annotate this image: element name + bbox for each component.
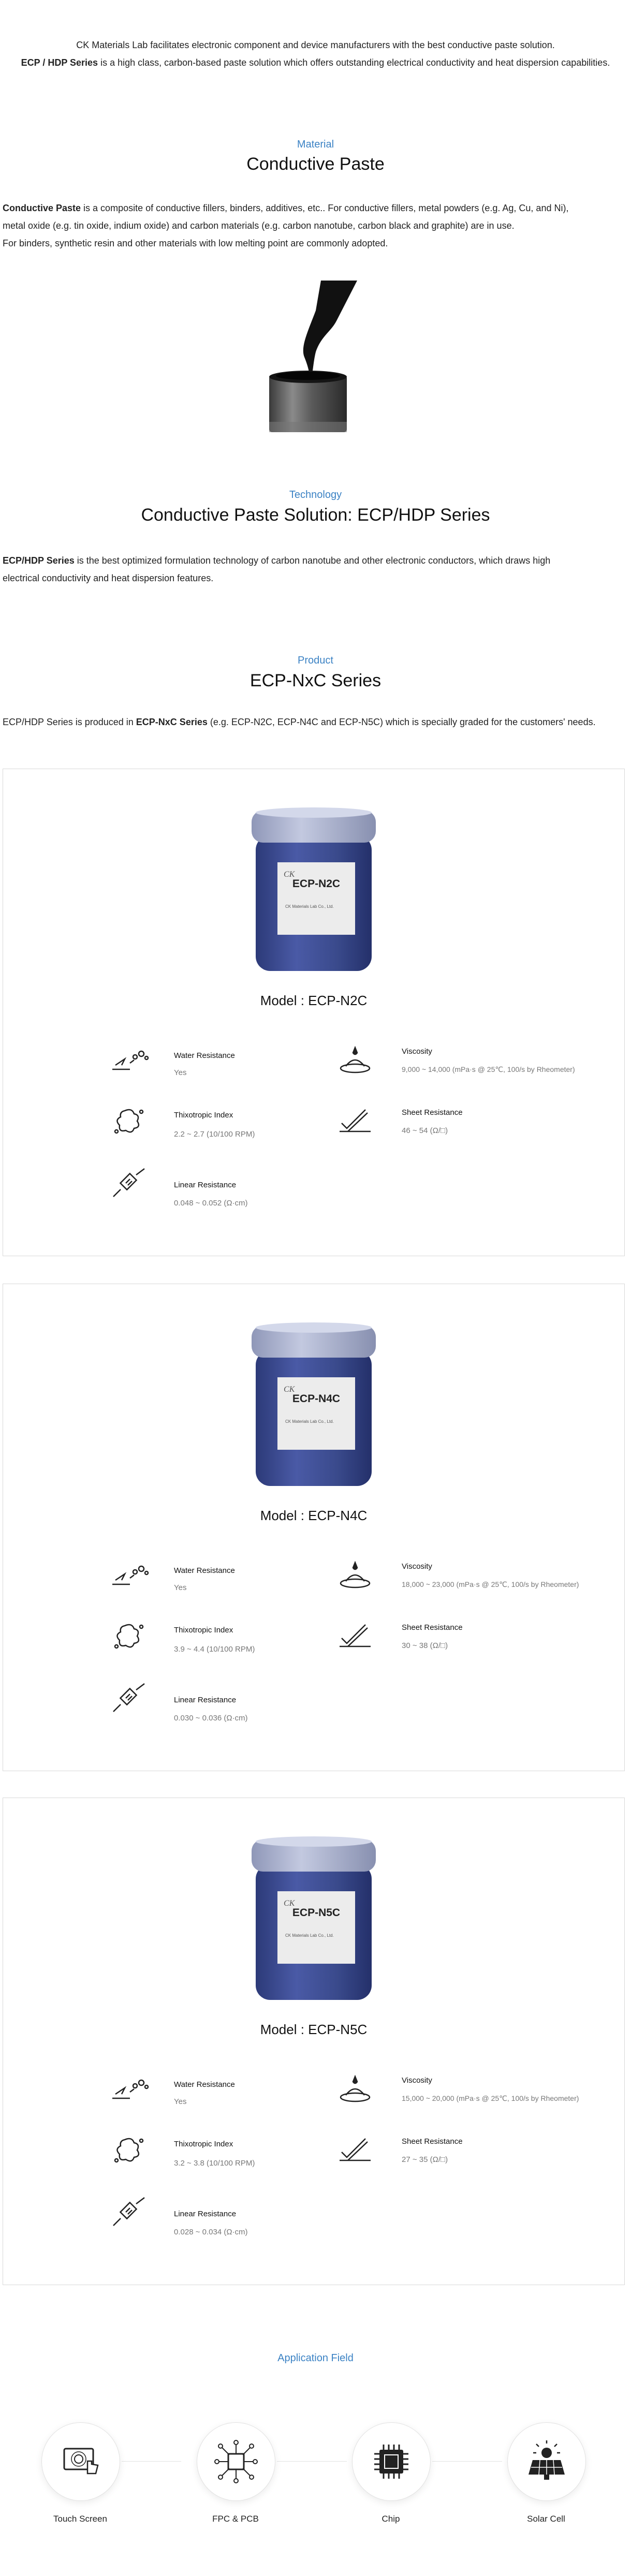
material-line-1: is a composite of conductive fillers, binders, additives, etc.. For conductive fillers, metal powders (e.g. Ag, Cu, and Ni),	[81, 203, 569, 213]
material-term: Conductive Paste	[3, 203, 81, 213]
svg-text:CK: CK	[284, 1899, 295, 1908]
thixotropic-index-value: 3.9 ~ 4.4 (10/100 RPM)	[174, 1645, 255, 1654]
chip-circle	[352, 2422, 431, 2501]
viscosity-title: Viscosity	[402, 2076, 432, 2085]
jar-label-company: CK Materials Lab Co., Ltd.	[285, 904, 334, 909]
water-resistance-value: Yes	[174, 1583, 187, 1592]
linear-resistance-title: Linear Resistance	[174, 1696, 237, 1704]
thixotropic-index-value: 2.2 ~ 2.7 (10/100 RPM)	[174, 1130, 255, 1139]
product-jar-image	[246, 1320, 381, 1491]
viscosity-value: 9,000 ~ 14,000 (mPa·s @ 25℃, 100/s by Rheometer)	[402, 1065, 575, 1073]
water-resistance-title: Water Resistance	[174, 1566, 235, 1575]
thixotropic-index-title: Thixotropic Index	[174, 1626, 233, 1635]
viscosity-value: 15,000 ~ 20,000 (mPa·s @ 25℃, 100/s by Rheometer)	[402, 2094, 579, 2102]
water-resistance-title: Water Resistance	[174, 2080, 235, 2089]
application-chip: Chip	[381, 2514, 400, 2524]
pcb-circuit-icon	[197, 2423, 275, 2500]
technology-title: Conductive Paste Solution: ECP/HDP Series	[141, 505, 490, 525]
sheet-resistance-icon	[334, 1621, 376, 1652]
svg-text:CK: CK	[284, 1385, 295, 1394]
jar-label-name: ECP-N4C	[292, 1393, 341, 1405]
jar-label-name: ECP-N5C	[292, 1907, 341, 1919]
chip-icon	[353, 2423, 430, 2500]
technology-paragraph	[3, 552, 629, 587]
material-paragraph	[3, 199, 629, 252]
application-touch-screen: Touch Screen	[53, 2514, 107, 2524]
material-title: Conductive Paste	[246, 154, 385, 174]
linear-resistance-icon	[109, 2197, 151, 2228]
product-title: ECP-NxC Series	[250, 671, 381, 690]
sheet-resistance-icon	[334, 2135, 376, 2166]
sheet-resistance-title: Sheet Resistance	[402, 1108, 463, 1117]
model-name: Model : ECP-N4C	[260, 1508, 368, 1523]
svg-text:CK: CK	[284, 870, 295, 879]
connector-line	[277, 2461, 347, 2462]
water-resistance-value: Yes	[174, 1068, 187, 1077]
jar-label-name: ECP-N2C	[292, 878, 341, 890]
linear-resistance-title: Linear Resistance	[174, 2210, 237, 2218]
linear-resistance-icon	[109, 1683, 151, 1714]
product-jar-image	[246, 805, 381, 976]
touch-screen-icon	[42, 2423, 120, 2500]
water-resistance-title: Water Resistance	[174, 1051, 235, 1060]
linear-resistance-value: 0.030 ~ 0.036 (Ω·cm)	[174, 1714, 248, 1723]
viscosity-icon	[334, 1559, 376, 1591]
product-label: Product	[298, 655, 333, 666]
viscosity-value: 18,000 ~ 23,000 (mPa·s @ 25℃, 100/s by Rheometer)	[402, 1580, 579, 1588]
product-desc-end: (e.g. ECP-N2C, ECP-N4C and ECP-N5C) which is specially graded for the customers' needs.	[207, 717, 596, 727]
model-name: Model : ECP-N5C	[260, 2022, 368, 2037]
viscosity-icon	[334, 1044, 376, 1076]
linear-resistance-icon	[109, 1168, 151, 1199]
material-label: Material	[297, 139, 334, 150]
sheet-resistance-title: Sheet Resistance	[402, 1623, 463, 1632]
product-desc-start: ECP/HDP Series is produced in	[3, 717, 136, 727]
water-resistance-icon	[109, 1044, 151, 1076]
water-resistance-icon	[109, 1559, 151, 1591]
thixotropic-index-title: Thixotropic Index	[174, 2140, 233, 2148]
intro-line-1: CK Materials Lab facilitates electronic component and device manufacturers with the best conductive paste solution.	[76, 40, 555, 50]
jar-label-company: CK Materials Lab Co., Ltd.	[285, 1419, 334, 1424]
product-series-name: ECP-NxC Series	[136, 717, 208, 727]
thixotropic-index-icon	[109, 2135, 151, 2166]
sheet-resistance-value: 30 ~ 38 (Ω/□)	[402, 1641, 448, 1650]
thixotropic-index-icon	[109, 1621, 151, 1652]
fpc-pcb-circle	[197, 2422, 275, 2501]
material-line-3: For binders, synthetic resin and other materials with low melting point are commonly adopted.	[3, 238, 388, 248]
material-line-2: metal oxide (e.g. tin oxide, indium oxide) and carbon materials (e.g. carbon nanotube, carbon black and graphite) are in use.	[3, 220, 515, 231]
technology-line-1: is the best optimized formulation technology of carbon nanotube and other electronic conductors, which draws high	[74, 555, 551, 566]
sheet-resistance-value: 27 ~ 35 (Ω/□)	[402, 2155, 448, 2164]
product-card-ecp-n5c	[3, 1798, 625, 2285]
sheet-resistance-icon	[334, 1106, 376, 1137]
connector-line	[122, 2461, 181, 2462]
technology-line-2: electrical conductivity and heat dispersion features.	[3, 573, 214, 583]
thixotropic-index-value: 3.2 ~ 3.8 (10/100 RPM)	[174, 2159, 255, 2168]
linear-resistance-value: 0.028 ~ 0.034 (Ω·cm)	[174, 2228, 248, 2236]
product-card-ecp-n2c	[3, 769, 625, 1256]
solar-cell-icon	[508, 2423, 585, 2500]
intro-series-desc: is a high class, carbon-based paste solution which offers outstanding electrical conductivity and heat dispersion capabilities.	[98, 57, 610, 68]
intro-line-2	[0, 54, 631, 71]
linear-resistance-value: 0.048 ~ 0.052 (Ω·cm)	[174, 1199, 248, 1208]
connector-line	[432, 2461, 502, 2462]
viscosity-title: Viscosity	[402, 1047, 432, 1056]
intro-series-name: ECP / HDP Series	[21, 57, 98, 68]
solar-cell-circle	[507, 2422, 586, 2501]
application-solar-cell: Solar Cell	[527, 2514, 565, 2524]
thixotropic-index-title: Thixotropic Index	[174, 1111, 233, 1120]
thixotropic-index-icon	[109, 1106, 151, 1137]
sheet-resistance-value: 46 ~ 54 (Ω/□)	[402, 1126, 448, 1135]
viscosity-title: Viscosity	[402, 1562, 432, 1571]
model-name: Model : ECP-N2C	[260, 993, 368, 1008]
sheet-resistance-title: Sheet Resistance	[402, 2137, 463, 2146]
water-resistance-icon	[109, 2073, 151, 2104]
viscosity-icon	[334, 2073, 376, 2104]
water-resistance-value: Yes	[174, 2097, 187, 2106]
linear-resistance-title: Linear Resistance	[174, 1181, 237, 1189]
application-fpc-pcb: FPC & PCB	[212, 2514, 259, 2524]
product-jar-image	[246, 1834, 381, 2005]
technology-label: Technology	[289, 489, 342, 501]
jar-label-company: CK Materials Lab Co., Ltd.	[285, 1933, 334, 1938]
conductive-paste-image	[259, 279, 362, 435]
product-card-ecp-n4c	[3, 1284, 625, 1771]
application-field-label: Application Field	[277, 2352, 354, 2364]
product-description	[3, 713, 629, 731]
technology-term: ECP/HDP Series	[3, 555, 75, 566]
touch-screen-circle	[41, 2422, 120, 2501]
